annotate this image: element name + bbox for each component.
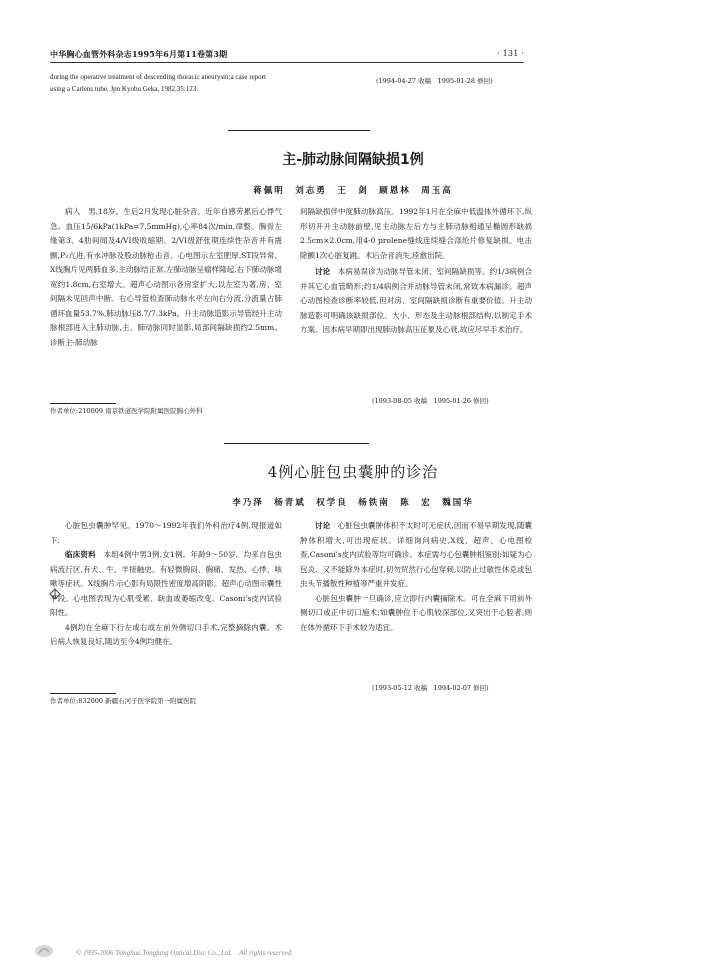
- journal-name: 中华胸心血管外科杂志1995年6月第11卷第3期: [50, 49, 228, 59]
- article2-discussion-label: 讨论: [315, 521, 331, 530]
- previous-dates: (1994-04-27 收稿 1995-01-28 修回): [376, 77, 493, 85]
- article1-discussion-text: 本病易误诊为动脉导管未闭、室间隔缺损等。约1/3病例合并其它心血管畸形;约1/4病例合并动脉导管未闭,常致本病漏诊。超声心动图检查诊断率较低,但对房、室间隔缺损诊断有重要价值。升主动脉造影可明确该缺损部位、大小、形态及主动脉根部结构,以制定手术方案。因本病早期即出现肺动脉高压征象及心衰,故应尽早手术治疗。: [300, 267, 533, 334]
- article2-right-column: [300, 519, 532, 635]
- article1-right-column: [300, 205, 532, 338]
- article2-treatment-paragraph: 4例均在全麻下行左或右或左前外侧切口手术,完整摘除内囊。术后病人恢复良好,随访至今4例均健在。: [50, 622, 282, 646]
- article2-clinical-label: 临床资料: [65, 550, 96, 559]
- article2-affiliation: 作者单位:832000 新疆石河子医学院第一附属医院: [50, 697, 197, 705]
- article1-discussion-label: 讨论: [315, 267, 331, 276]
- article2-intro: 心脏包虫囊肿罕见。1970～1992年我们外科治疗4例,现报道如下:: [50, 521, 282, 545]
- previous-reference: during the operative treatment of descending thoracic aneurysm;a case report using a Carlens tube. Jpn Kyobu Geka, 1982,35:123.: [50, 73, 266, 93]
- page-number: · 131 ·: [497, 49, 524, 58]
- article1-surgery-paragraph: 间隔缺损伴中度肺动脉高压。1992年1月在全麻中低温体外循环下,纵形切开升主动脉前壁,见主动脉左后方与主肺动脉相通呈椭圆形缺损2.5cm×2.0cm,用4-0 prolene缝线连续缝合涤纶片修复缺损。电击除颤1次心脏复跳。术后杂音消失,痊愈出院。: [300, 207, 532, 260]
- page-scratch-mark: [48, 585, 62, 597]
- article2-surgery-paragraph: 心脏包虫囊肿一旦确诊,应立即行内囊摘除术。可在全麻下用前外侧切口或正中切口施术;如囊肿位于心肌较深部位,又突出于心腔者,则在体外循环下手术较为适宜。: [300, 593, 532, 632]
- article2-dates: (1993-05-12 收稿 1994-02-07 修回): [372, 684, 489, 692]
- section-divider: [228, 130, 370, 131]
- article1-dates: (1993-08-05 收稿 1995-01-26 修回): [372, 397, 489, 405]
- article1-case-paragraph: 病人 男,18岁。生后2月发现心脏杂音。近年自感劳累后心悸气急。血压15/6kPa(1kPa=7.5mmHg),心率84次/min,律整。胸骨左缘第3、4肋间闻及4/VI级收缩期、2/VI级舒张期连续性杂音并有震颤,P₂亢进,有水冲脉及股动脉枪击音。心电图示左室肥厚,ST段异常。X线胸片见两肺血多,主动脉结正常,左肺动脉呈瘤样隆起,右下肺动脉增宽约1.8cm,右室增大。超声心动图示各房室扩大,以左室为著,房、室间隔未见回声中断。右心导管检查肺动脉水平左向右分流,分流量占肺循环血量53.7%,肺动脉压8.7/7.3kPa。升主动脉造影示导管经升主动脉根部进入主肺动脉,主、肺动脉同时显影,局部间隔缺损约2.5mm。诊断主-肺动脉: [50, 207, 282, 347]
- article2-discussion-text: 心脏包虫囊肿体积不太时可无症状,因而不易早期发现,随囊肿体积增大,可出现症状。详细询问病史,X线、超声、心电图检查,Casoni's皮内试验等均可确诊。本症需与心包囊肿相鉴别:如疑为心包炎、又不能除外本症时,切勿贸然行心包穿刺,以防止过敏性休克或包虫头节播散性种植等严重并发症。: [300, 521, 532, 588]
- footnote-rule-2: [50, 693, 116, 694]
- article1-title: 主-肺动脉间隔缺损1例: [282, 152, 424, 168]
- running-header: [50, 49, 524, 60]
- article2-title: 4例心脏包虫囊肿的诊治: [267, 463, 439, 481]
- article1-affiliation: 作者单位:210009 南京铁道医学院附属医院胸心外科: [50, 407, 203, 415]
- section-divider-2: [224, 443, 369, 444]
- article2-left-column: [50, 519, 282, 650]
- footnote-rule: [50, 403, 116, 404]
- article2-clinical-text: 本组4例中男3例,女1例。年龄9～50岁。均来自包虫病流行区,有犬、牛、羊接触史。有轻微胸闷、胸痛、发热、心悸、咳嗽等症状。X线胸片示心影有局限性密度增高阴影。超声心动图示囊性平段。心电图表现为心肌受累、缺血或萎缩改变。Casoni's皮内试验阳性。: [50, 550, 283, 617]
- header-rule: [50, 62, 524, 63]
- publisher-logo-icon: [33, 943, 55, 959]
- article1-authors: 蒋佩明 刘志勇 王 剑 顾恩林 周玉高: [253, 186, 453, 196]
- article1-left-column: [50, 205, 282, 350]
- copyright-notice: © 1995-2006 Tsinghua Tongfang Optical Disc Co., Ltd. All rights reserved.: [76, 949, 293, 957]
- article2-authors: 李乃泽 杨青斌 权学良 杨铁南 陈 宏 魏国华: [232, 498, 474, 508]
